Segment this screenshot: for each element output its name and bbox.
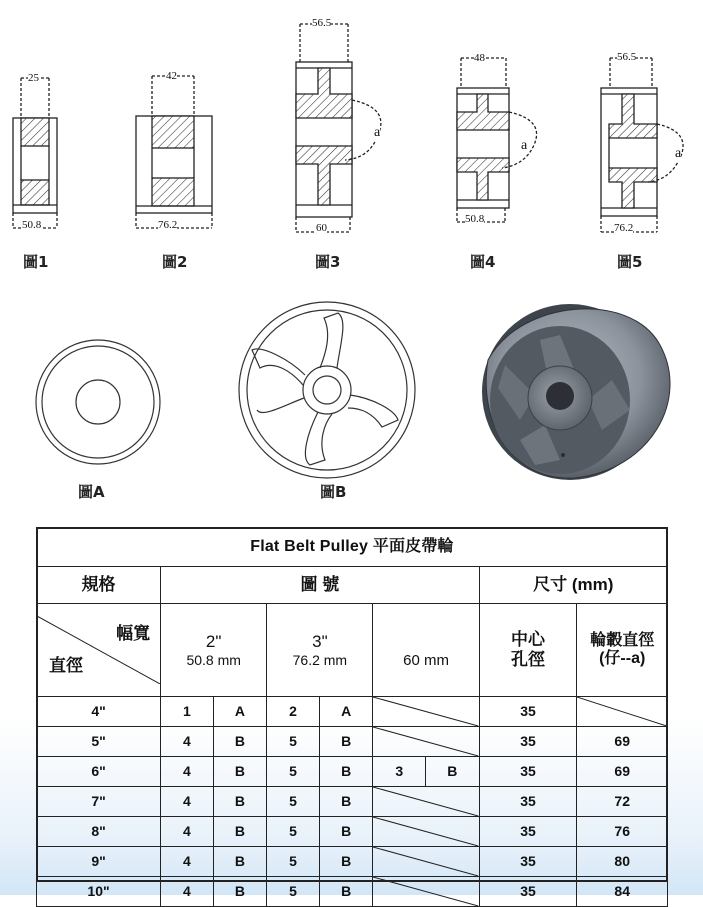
figure-a-label: 圖A: [78, 483, 105, 501]
cell-a2: A: [213, 697, 267, 727]
width-2in-mm: 50.8 mm: [186, 651, 241, 668]
cell-dia: 4": [37, 697, 161, 727]
cell-dia: 8": [37, 817, 161, 847]
figure-5-side-dimension: a: [675, 146, 682, 161]
bore-header-line2: 孔徑: [511, 650, 546, 669]
cell-a2: B: [213, 757, 267, 787]
cell-60mm-empty: [373, 877, 479, 907]
width-60mm-header: 60 mm: [373, 604, 479, 697]
cell-b2: B: [319, 787, 373, 817]
table-row: [37, 847, 668, 877]
cell-b2: B: [319, 817, 373, 847]
cell-a2: B: [213, 877, 267, 907]
hub-header-line2: (仔--a): [599, 650, 646, 667]
cell-bore: 35: [479, 727, 577, 757]
hub-header-line1: 輪轂直徑: [590, 631, 655, 649]
cell-60mm-empty: [373, 727, 479, 757]
cell-b2: A: [319, 697, 373, 727]
figure-4-label: 圖4: [470, 253, 496, 271]
hub-header: [577, 604, 668, 697]
figure-3-top-dimension: 56.5: [312, 17, 332, 29]
figure-4-side-dimension: a: [521, 138, 528, 153]
cell-dia: 9": [37, 847, 161, 877]
cell-dia: 6": [37, 757, 161, 787]
cell-a1: 4: [161, 817, 214, 847]
figure-2-bottom-dimension: 76.2: [158, 219, 178, 231]
cell-b1: 5: [267, 787, 320, 817]
cell-b1: 5: [267, 817, 320, 847]
figure-5-section: [601, 58, 683, 232]
figure-2-label: 圖2: [162, 253, 188, 271]
cell-60mm-empty: [373, 847, 479, 877]
width-3in-inch: 3": [312, 632, 328, 652]
table-title: Flat Belt Pulley 平面皮帶輪: [37, 528, 668, 567]
cell-a2: B: [213, 817, 267, 847]
cell-b1: 5: [267, 757, 320, 787]
cell-dia: 5": [37, 727, 161, 757]
cell-hub: 76: [577, 817, 668, 847]
cell-bore: 35: [479, 847, 577, 877]
table-row: [37, 727, 668, 757]
width-2in-inch: 2": [205, 632, 222, 652]
bore-header-line1: 中心: [511, 630, 546, 650]
corner-diameter-label: 直徑: [49, 656, 83, 676]
corner-width-label: 幅寬: [116, 624, 151, 643]
cell-b1: 5: [267, 727, 320, 757]
cell-c1: 3: [373, 757, 426, 787]
cell-a1: 4: [161, 847, 214, 877]
cell-60mm-empty: [373, 817, 479, 847]
pulley-spec-table: [36, 527, 668, 907]
width-diameter-corner: [37, 604, 161, 697]
figure-1-section: [13, 78, 57, 228]
figure-4-top-dimension: 48: [474, 52, 485, 64]
cell-a1: 4: [161, 727, 214, 757]
figure-2-top-dimension: 42: [166, 70, 177, 82]
figure-3-label: 圖3: [315, 253, 341, 271]
figure-5-label: 圖5: [617, 253, 643, 271]
cell-a1: 4: [161, 877, 214, 907]
cell-a1: 4: [161, 787, 214, 817]
cell-b2: B: [319, 757, 373, 787]
figure-5-top-dimension: 56.5: [617, 51, 637, 63]
table-row: [37, 787, 668, 817]
figure-1-label: 圖1: [23, 253, 49, 271]
size-header: 尺寸 (mm): [479, 567, 667, 604]
cell-bore: 35: [479, 817, 577, 847]
cell-a2: B: [213, 787, 267, 817]
cell-hub: 69: [577, 727, 668, 757]
cell-bore: 35: [479, 877, 577, 907]
figure-a-front-view: [36, 340, 160, 464]
cell-b1: 2: [267, 697, 320, 727]
figure-number-header: 圖 號: [161, 567, 480, 604]
cell-c2: B: [426, 757, 480, 787]
figure-3-bottom-dimension: 60: [316, 222, 327, 234]
figure-3-section: [296, 24, 381, 232]
figure-1-top-dimension: 25: [28, 72, 39, 84]
bore-header: [479, 604, 577, 697]
width-2in-header: [161, 604, 267, 697]
table-row: [37, 877, 668, 907]
table-row: [37, 697, 668, 727]
cell-hub: 84: [577, 877, 668, 907]
figure-5-bottom-dimension: 76.2: [614, 222, 634, 234]
cell-b2: B: [319, 877, 373, 907]
cell-b1: 5: [267, 847, 320, 877]
table-row: [37, 757, 668, 787]
cell-60mm-empty: [373, 787, 479, 817]
cell-hub-empty: [577, 697, 668, 727]
cell-hub: 80: [577, 847, 668, 877]
figure-1-bottom-dimension: 50.8: [22, 219, 42, 231]
cell-b1: 5: [267, 877, 320, 907]
figure-2-section: [136, 76, 212, 228]
cell-hub: 69: [577, 757, 668, 787]
figure-4-bottom-dimension: 50.8: [465, 213, 485, 225]
cell-a1: 1: [161, 697, 214, 727]
figure-3-side-dimension: a: [374, 125, 381, 140]
cell-60mm-empty: [373, 697, 479, 727]
table-row: [37, 817, 668, 847]
cell-b2: B: [319, 727, 373, 757]
cell-dia: 10": [37, 877, 161, 907]
figure-b-label: 圖B: [320, 483, 347, 501]
pulley-photo: [482, 304, 670, 480]
cell-a2: B: [213, 727, 267, 757]
cell-b2: B: [319, 847, 373, 877]
cell-hub: 72: [577, 787, 668, 817]
cell-bore: 35: [479, 757, 577, 787]
spec-header: 規格: [37, 567, 161, 604]
cell-a2: B: [213, 847, 267, 877]
cell-dia: 7": [37, 787, 161, 817]
width-3in-header: [267, 604, 373, 697]
cell-bore: 35: [479, 787, 577, 817]
cell-bore: 35: [479, 697, 577, 727]
cell-a1: 4: [161, 757, 214, 787]
width-3in-mm: 76.2 mm: [292, 651, 348, 668]
figure-b-front-view: [239, 302, 415, 478]
